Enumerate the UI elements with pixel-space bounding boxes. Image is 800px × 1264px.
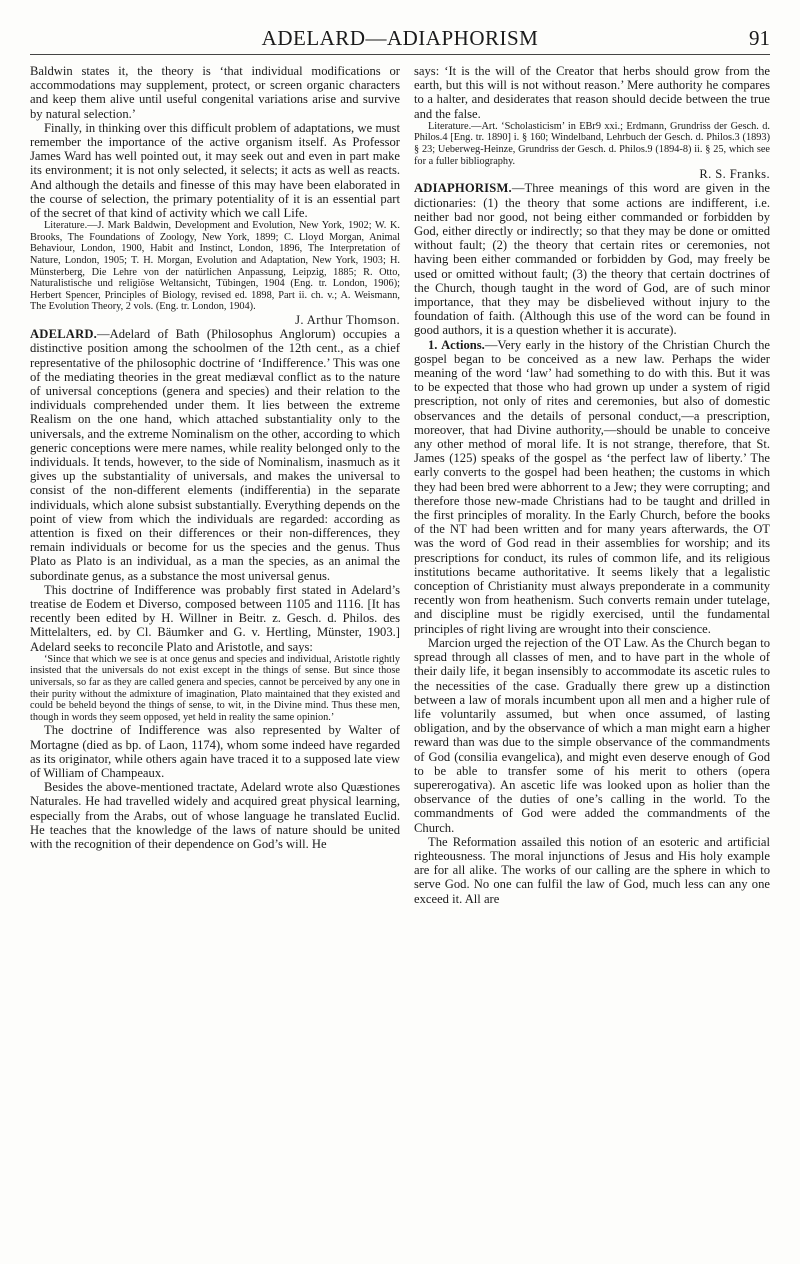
actions-paragraph-1: —Very early in the history of the Christian Church the gospel began to be conceived as a new law. Perhaps the wider meaning of the word ‘law’ had something to do with this. But it was to be expected that those who had grown up under a system of rigid prescription, not only of rites and ceremonies, but also of domestic observances and the details of personal conduct,—a prescription, moreover, that had Divine authority,—should be unable to conceive any other method of moral life. It is not strange, therefore, that St. James (125) speaks of the gospel as ‘the perfect law of liberty.’ The early converts to the gospel had been heathen; the customs in which they had been bred were abhorrent to a Jew; they were corrupting; and therefore those new-made Christians had to be taught and drilled in the first principles of morality. In the Early Church, before the books of the NT had been written and for many years afterwards, the OT was the word of God read in their assemblies for worship; and its prescriptions for conduct, its rules of common life, and its religious institutions became authoritative. It seems likely that a legalistic conception of Christianity must always preponderate in a community recently won from heathenism. Such converts remain under tutelage, and discipline must be rigidly exercised, until the fundamental principles of right living are wrought into their conscience. xyxy=(414,337,770,636)
entry-heading-adelard: ADELARD. xyxy=(30,327,98,342)
entry-heading-adiaphorism: ADIAPHORISM. xyxy=(414,181,512,196)
adelard-paragraph-3: The doctrine of Indifference was also represented by Walter of Mortagne (died as bp. of Laon, 1174), whom some indeed have regarded as its originator, while others again have traced it to a supposed late view of William of Champeaux. xyxy=(30,723,400,781)
section-actions xyxy=(414,338,770,636)
adiaphorism-entry xyxy=(414,181,770,337)
adaptation-literature: Literature.—J. Mark Baldwin, Development and Evolution, New York, 1902; W. K. Brooks, The Foundations of Zoology, New York, 1899; C. Lloyd Morgan, Animal Behaviour, London, 1900, Habit and Instinct, London, 1896, The Interpretation of Nature, London, 1905; T. H. Morgan, Evolution and Adaptation, New York, 1903; H. Münsterberg, Die Lehre von der natürlichen Anpassung, Leipzig, 1885; R. Otto, Naturalistische und religiöse Weltansicht, Tübingen, 1904 (Eng. tr. London, 1906); Herbert Spencer, Principles of Biology, revised ed. 1898, Part ii. ch. v.; A. Weismann, The Evolution Theory, 2 vols. (Eng. tr. London, 1904). xyxy=(30,220,400,313)
running-header xyxy=(90,26,770,52)
actions-paragraph-3: The Reformation assailed this notion of an esoteric and artificial righteousness. The moral injunctions of Jesus and His holy example are for all alike. The works of our calling are the sphere in which to serve God. No one can fulfil the law of God, much less can any one exceed it. All are xyxy=(414,834,770,906)
adelard-paragraph-5: says: ‘It is the will of the Creator that herbs should grow from the earth, but this will is not without reason.’ Mere authority he compares to a halter, and desiderates that reason should decide between the true and the false. xyxy=(414,64,770,121)
adelard-paragraph-1: —Adelard of Bath (Philosophus Anglorum) occupies a distinctive position among the schoolmen of the 12th cent., as a chief representative of the philosophic doctrine of ‘Indifference.’ This was one of the mediating theories in the great mediæval conflict as to the nature of universal conceptions (genera and species) and their relation to the individuals comprehended under them. It lies between the extreme Realism on the one hand, which attached substantiality only to the universals, and the extreme Nominalism on the other, according to which generic conceptions were mere names, while reality belonged only to the individuals. It tends, however, to the side of Nominalism, inasmuch as it gives up the substantiality of universals, and makes the universal to consist of the non-different elements (indifferentia) in the separate individuals, which alone subsist substantially. Everything depends on the point of view from which the individuals are regarded: according as attention is fixed on their differences or their non-differences, they remain individuals or become for us the species and the genus. Thus Plato as Plato is an individual, as a man the species, as an animal the subordinate genus, as a substance the most universal genus. xyxy=(30,327,400,583)
author-signature-thomson: J. Arthur Thomson. xyxy=(295,312,400,327)
right-column xyxy=(414,64,770,906)
section-heading-actions: 1. Actions. xyxy=(428,337,485,352)
adaptation-paragraph-2: Finally, in thinking over this difficult problem of adaptations, we must remember the importance of the active organism itself. As Professor James Ward has well pointed out, it may seek out and even in part make its environment; it is not only selected, it selects; it acts as well as reacts. And although the details and finesse of this may have been elaborated in the course of selection, the primary potentiality of it is an essential part of the secret of that kind of activity which we call Life. xyxy=(30,120,400,221)
adaptation-paragraph-1: Baldwin states it, the theory is ‘that individual modifications or accommodations may supplement, protect, or screen organic characters and keep them alive until useful congenital variations arise and survive by natural selection.’ xyxy=(30,64,400,121)
adelard-paragraph-2: This doctrine of Indifference was probably first stated in Adelard’s treatise de Eodem et Diverso, composed between 1105 and 1116. [It has recently been edited by H. Willner in Beitr. z. Gesch. d. Philos. des Mittelalters, ed. by Cl. Bäumker and G. v. Hertling, Münster, 1903.] Adelard seeks to reconcile Plato and Aristotle, and says: xyxy=(30,582,400,654)
author-signature-franks: R. S. Franks. xyxy=(699,167,770,182)
adiaphorism-paragraph-1: —Three meanings of this word are given in the dictionaries: (1) the theory that some actions are indifferent, i.e. neither bad nor good, not being either commanded or forbidden by God, either directly or indirectly; so that they may be done or omitted without fault; (2) the theory that certain rites or ceremonies, not having been either commanded or forbidden by God, may freely be used or omitted without fault; (3) the theory that certain doctrines of the Church, though taught in the word of God, are of such minor importance, that they may be disbelieved without injury to the foundation of faith. (Although this use of the word can be found in good authors, it is a question whether it is accurate). xyxy=(414,181,770,338)
adelard-entry xyxy=(30,327,400,583)
page-number: 91 xyxy=(749,26,770,50)
adelard-literature: Literature.—Art. ‘Scholasticism’ in EBr9 xxi.; Erdmann, Grundriss der Gesch. d. Philos.4 [Eng. tr. 1890] i. § 160; Windelband, Lehrbuch der Gesch. d. Philos.3 (1893) § 23; Ueberweg-Heinze, Grundriss der Gesch. d. Philos.9 (1894-8) ii. § 25, which see for a fuller bibliography. xyxy=(414,120,770,167)
header-rule xyxy=(30,54,770,55)
left-column xyxy=(30,64,400,851)
running-title: ADELARD—ADIAPHORISM xyxy=(261,26,539,50)
adelard-quotation: ‘Since that which we see is at once genus and species and individual, Aristotle rightly insisted that the universals do not exist except in the things of sense. But since those universals, so far as they are called genera and species, cannot be perceived by any one in their purity without the admixture of imagination, Plato maintained that they existed and could be beheld beyond the things of sense, to wit, in the Divine mind. Thus these men, though in words they seem opposed, yet held in reality the same opinion.’ xyxy=(30,653,400,723)
actions-paragraph-2: Marcion urged the rejection of the OT Law. As the Church began to spread through all classes of men, and to have part in the whole of their daily life, it began insensibly to accommodate its ascetic rules to the necessities of the case. Gradually there grew up a distinction between a law of morals incumbent upon all men and a higher rule of life voluntarily assumed, but when once assumed, of lasting obligation, and by the observance of which a man might earn a higher reward than was due to the simple observance of the commandments of God (consilia evangelica), and might even deserve enough of God to be able to transfer some of his merit to others (opera supererogativa). An ascetic life was looked upon as holier than the observance of the duties of one’s calling in the world. To the commandments of God were added the commandments of the Church. xyxy=(414,635,770,835)
adelard-paragraph-4: Besides the above-mentioned tractate, Adelard wrote also Quæstiones Naturales. He had travelled widely and acquired great physical learning, especially from the Arabs, out of whose language he translated Euclid. He teaches that the knowledge of the laws of nature should be united with the recognition of their dependence on God’s will. He xyxy=(30,780,400,852)
